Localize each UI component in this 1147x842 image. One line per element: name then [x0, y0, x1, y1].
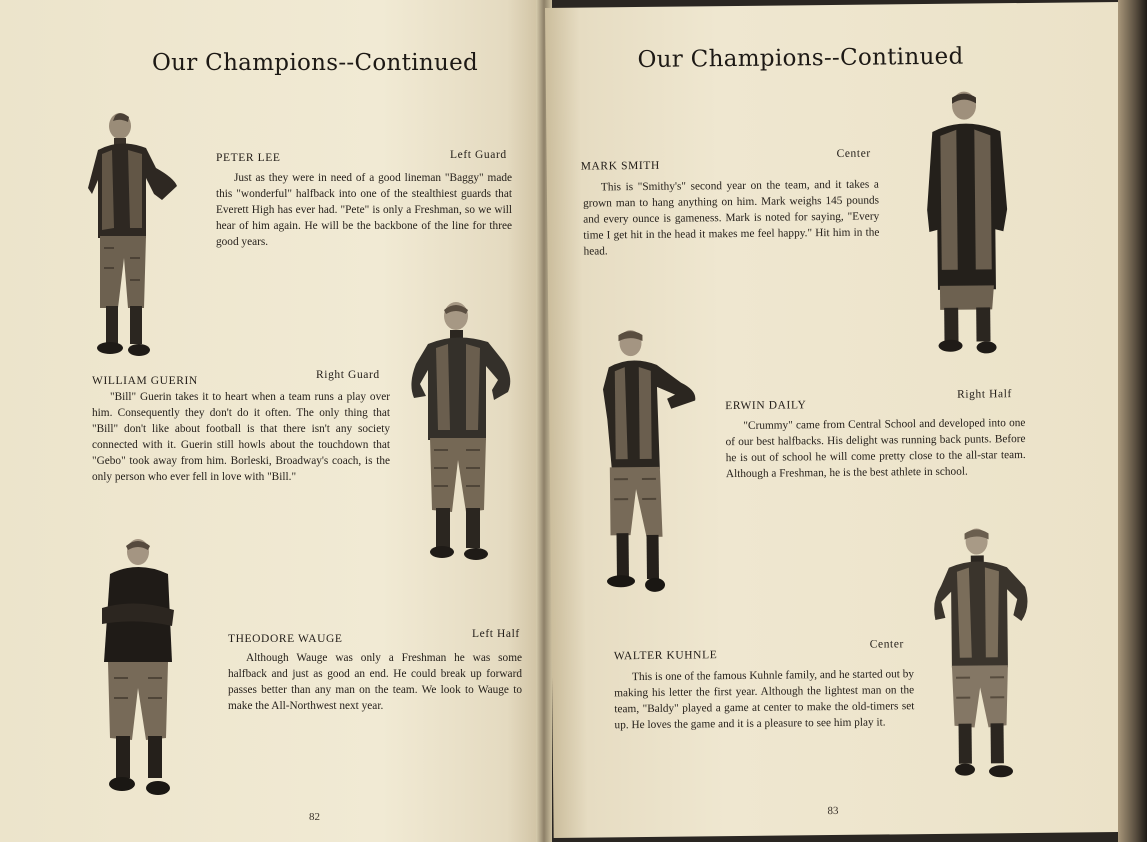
player-name-theodore-wauge: THEODORE WAUGE — [228, 633, 343, 645]
player-name-walter-kuhnle: WALTER KUHNLE — [613, 649, 718, 663]
page-number: 82 — [309, 811, 320, 823]
page-title: Our Champions--Continued — [152, 50, 479, 76]
player-bio-peter-lee: Just as they were in need of a good lineman "Baggy" made this "wonderful" halfback into one of the stealthiest guards that Everett High has ever had. "Pete" is only a Freshman, so we will hear of him again. He will be the backbone of the line for three good years. — [216, 172, 512, 248]
player-position-william-guerin: Right Guard — [316, 369, 380, 381]
player-photo-william-guerin — [408, 300, 518, 568]
player-photo-walter-kuhnle — [932, 527, 1035, 790]
player-position-walter-kuhnle: Center — [869, 638, 905, 651]
player-position-theodore-wauge: Left Half — [472, 628, 520, 640]
player-position-erwin-daily: Right Half — [957, 388, 1013, 401]
player-bio-walter-kuhnle: This is one of the famous Kuhnle family, and he started out by making his letter the first year. Although the lightest man on the team, "Baldy" played a game at center to make the old-timers set up. He loves the game and it is a pleasure to see him play it. — [614, 668, 915, 732]
player-photo-peter-lee — [84, 108, 184, 360]
player-bio-mark-smith: This is "Smithy's" second year on the team, and it takes a grown man to hang anything on him. Mark weighs 145 pounds and every ounce is gameness. Mark is noted for saying, "Every time I get hit in the head it makes me feel happy." Hit him in the head. — [582, 178, 880, 258]
page-title: Our Champions--Continued — [637, 43, 964, 74]
player-name-mark-smith: MARK SMITH — [580, 159, 660, 173]
player-photo-mark-smith — [922, 89, 1015, 360]
player-name-peter-lee: PETER LEE — [216, 152, 281, 164]
player-photo-theodore-wauge — [96, 538, 178, 800]
right-page — [545, 2, 1129, 838]
player-name-erwin-daily: ERWIN DAILY — [725, 399, 807, 413]
player-position-mark-smith: Center — [836, 147, 871, 160]
player-bio-william-guerin: "Bill" Guerin takes it to heart when a team runs a play over him. Consequently they don't do it often. The only thing that "Bill" don't like about football is that there isn't any society connected with it. Guerin still howls about the touchdown that "Gebo" took away from him. Borleski, Broadway's coach, is the only person who ever fell in love with "Bill." — [92, 391, 390, 483]
page-number: 83 — [827, 804, 839, 818]
player-name-william-guerin: WILLIAM GUERIN — [92, 375, 198, 387]
left-page — [0, 0, 545, 842]
player-position-peter-lee: Left Guard — [450, 149, 507, 161]
book-edge — [1118, 0, 1147, 842]
player-photo-erwin-daily — [600, 328, 703, 601]
player-bio-erwin-daily: "Crummy" came from Central School and developed into one of our best halfbacks. His delight was running back punts. Before he is out of school he will come pretty close to the all-star team. Although a Freshman, he is the best athlete in school. — [725, 416, 1026, 481]
player-bio-theodore-wauge: Although Wauge was only a Freshman he was some halfback and just as good an end. He could break up forward passes better than any man on the team. We look to Wauge to make the All-Northwest next year. — [228, 652, 522, 712]
